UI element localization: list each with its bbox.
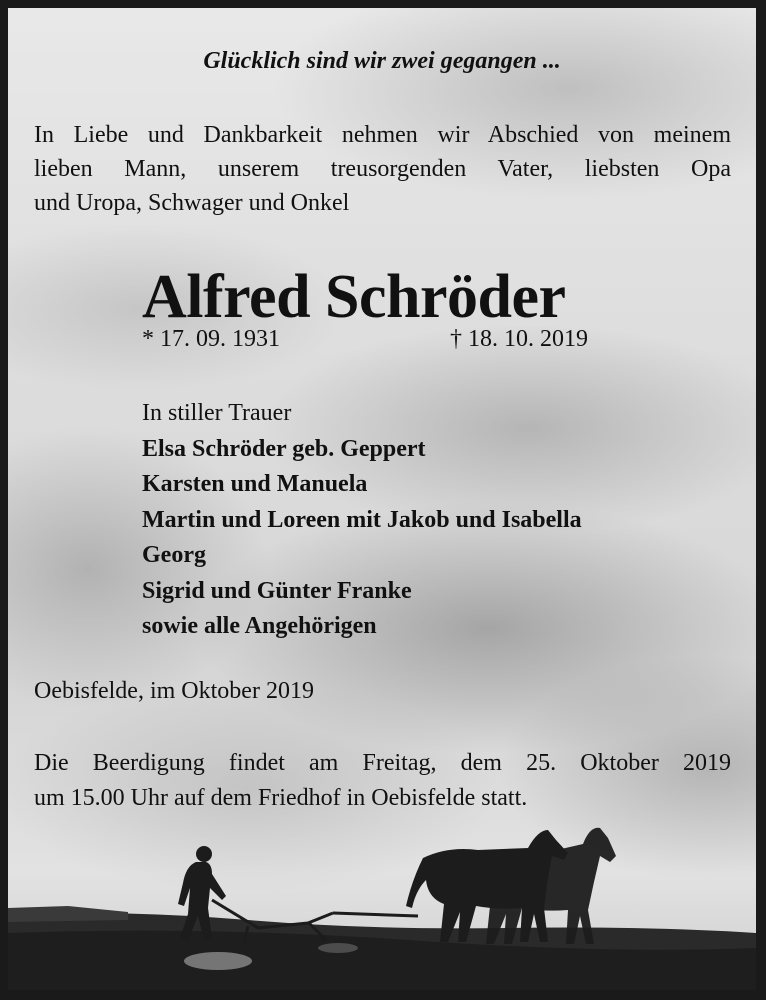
mourners-block <box>142 396 582 645</box>
mourner-name: Karsten und Manuela <box>142 471 368 497</box>
mourner-name: Sigrid und Günter Franke <box>142 577 412 604</box>
funeral-line-2: um 15.00 Uhr auf dem Friedhof in Oebisfelde statt. <box>34 785 528 811</box>
intro-line-3: und Uropa, Schwager und Onkel <box>34 190 350 216</box>
mourner-name: sowie alle Angehörigen <box>142 613 377 639</box>
deceased-name: Alfred Schröder <box>142 263 566 331</box>
mourning-heading: In stiller Trauer <box>142 400 292 426</box>
obituary-card <box>8 8 756 990</box>
birth-date: * 17. 09. 1931 <box>142 326 280 352</box>
intro-line-1: In Liebe und Dankbarkeit nehmen wir Abschied von meinem <box>34 122 731 148</box>
funeral-line-1: Die Beerdigung findet am Freitag, dem 25. Oktober 2019 <box>34 750 731 776</box>
mourner-name: Elsa Schröder geb. Geppert <box>142 435 426 462</box>
mourner-name: Georg <box>142 542 206 568</box>
horses-silhouette-icon <box>406 828 616 944</box>
death-date: † 18. 10. 2019 <box>450 326 588 352</box>
intro-text <box>34 118 731 220</box>
funeral-notice <box>34 746 731 816</box>
mourner-name: Martin und Loreen mit Jakob und Isabella <box>142 506 582 533</box>
place-and-date: Oebisfelde, im Oktober 2019 <box>34 678 314 704</box>
motto-line: Glücklich sind wir zwei gegangen ... <box>203 48 561 74</box>
intro-line-2: lieben Mann, unserem treusorgenden Vater, liebsten Opa <box>34 156 731 182</box>
